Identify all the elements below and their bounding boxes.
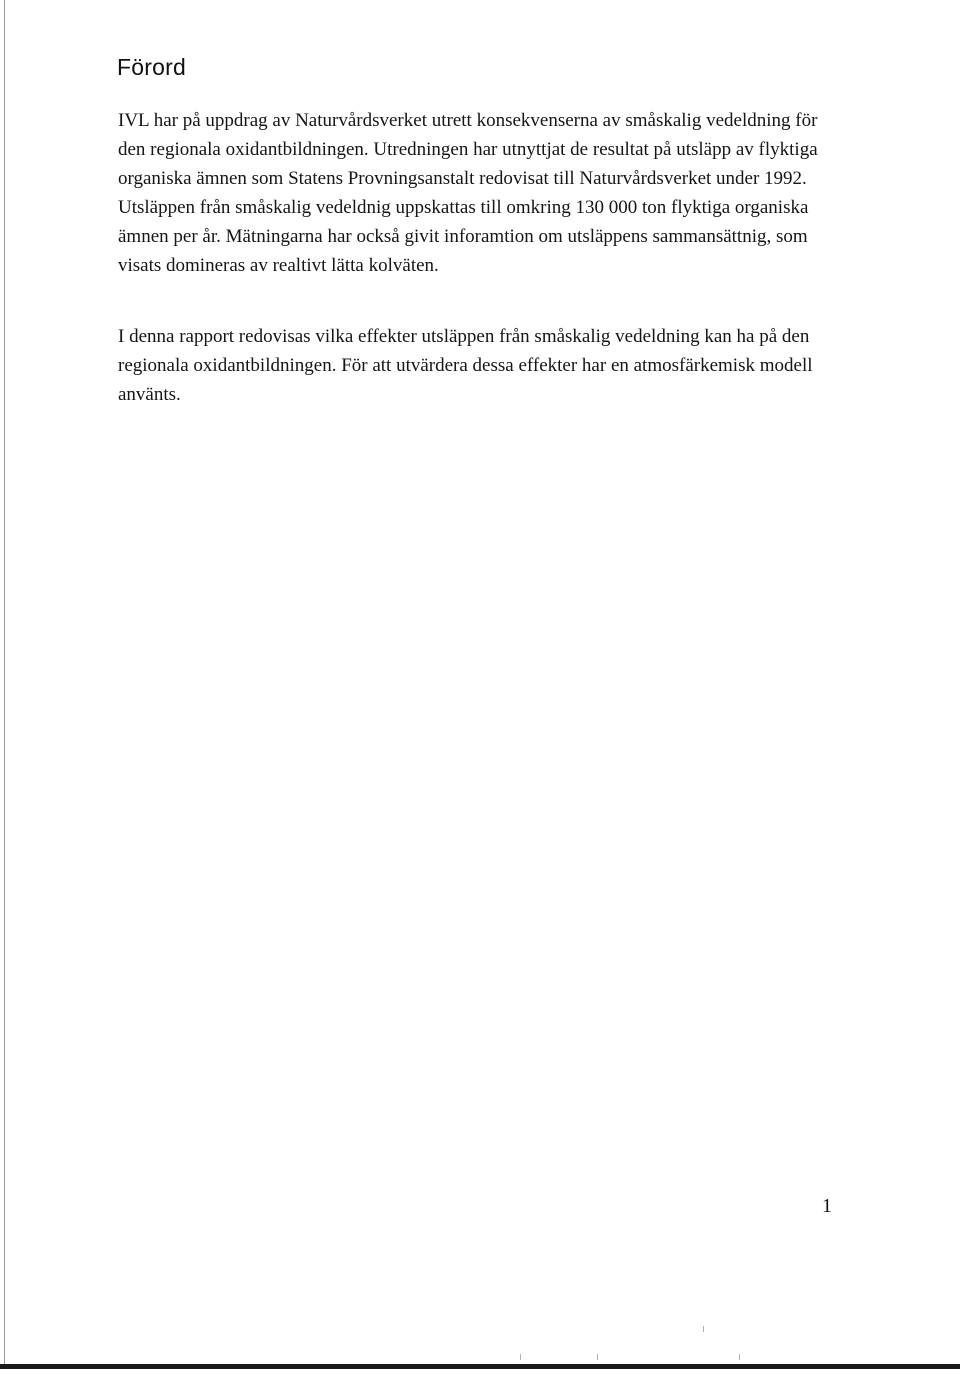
- paragraph-intro: IVL har på uppdrag av Naturvårdsverket utrett konsekvenserna av småskalig vedeldning för den regionala oxidantbildningen. Utredningen har utnyttjat de resultat på utsläpp av flyktiga organiska ämnen som Statens Provningsanstalt redovisat till Naturvårdsverket under 1992. Utsläppen från småskalig vedeldnig uppskattas till omkring 130 000 ton flyktiga organiska ämnen per år. Mätningarna har också givit inforamtion om utsläppens sammansättnig, som visats domineras av realtivt lätta kolväten.: [118, 110, 818, 276]
- page-heading: Förord: [117, 54, 186, 80]
- scan-artifact: [520, 1354, 521, 1360]
- paragraph-report-scope: I denna rapport redovisas vilka effekter utsläppen från småskalig vedeldning kan ha på den regionala oxidantbildningen. För att utvärdera dessa effekter har en atmosfärkemisk modell använts.: [118, 326, 813, 405]
- scan-artifact: [703, 1326, 704, 1332]
- scan-edge-left: [4, 0, 5, 1365]
- page-number: 1: [822, 1195, 832, 1217]
- scan-artifact: [597, 1354, 598, 1360]
- scan-edge-bottom: [0, 1364, 960, 1369]
- scan-artifact: [739, 1354, 740, 1360]
